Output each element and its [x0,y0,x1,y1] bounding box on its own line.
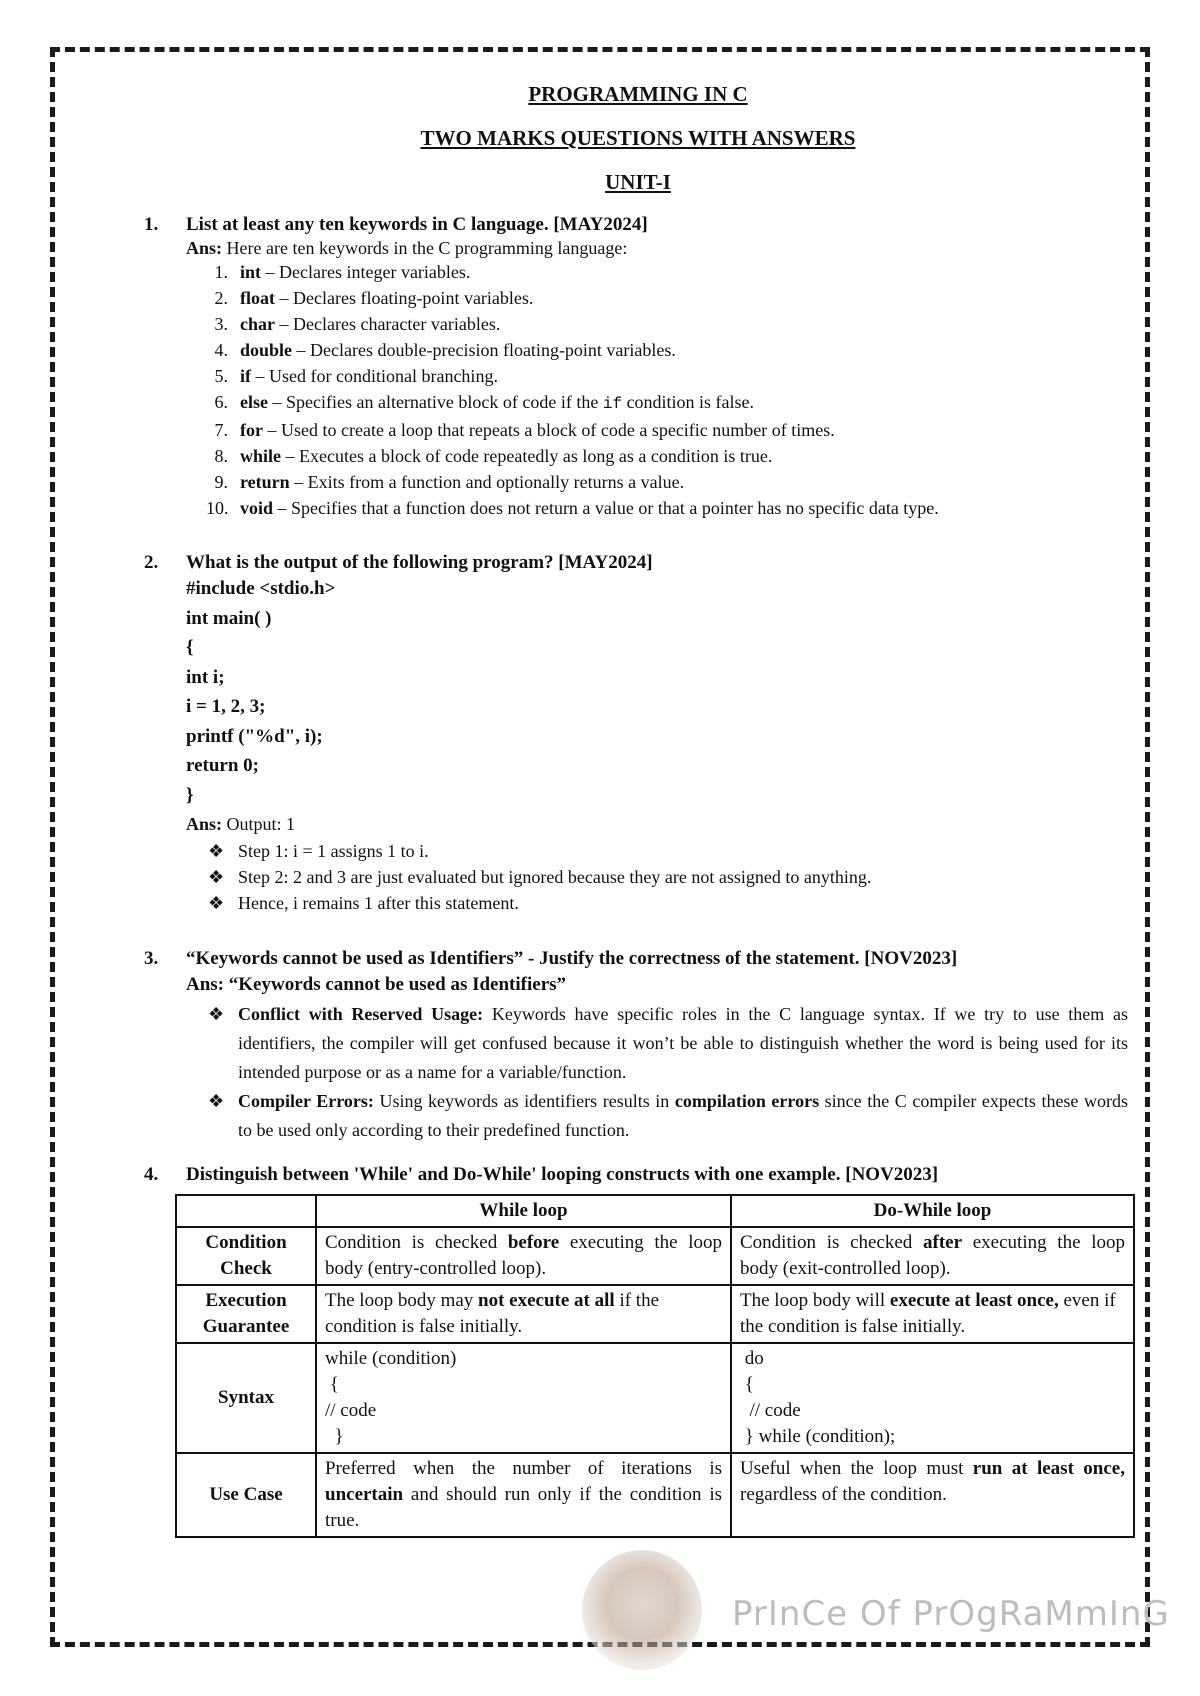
question-text: Distinguish between 'While' and Do-While' looping constructs with one example. [NOV2023] [186,1164,939,1185]
question-number: 2. [144,552,159,573]
question-1 [144,214,1128,521]
code-line: return 0; [186,755,259,776]
subtitle: TWO MARKS QUESTIONS WITH ANSWERS [420,126,856,150]
code-line: { [186,637,194,658]
question-number: 3. [144,948,159,969]
row-header: Use Case [176,1453,316,1537]
diamond-bullet-icon: ❖ [208,841,225,861]
answer-text: “Keywords cannot be used as Identifiers” [224,974,567,995]
keyword-list [206,259,1128,521]
list-item: ❖ Step 2: 2 and 3 are just evaluated but ignored because they are not assigned to anything. [208,864,1128,890]
table-cell: Preferred when the number of iterations is uncertain and should run only if the condition is true. [316,1453,731,1537]
row-header: Syntax [176,1343,316,1453]
table-cell: Useful when the loop must run at least once, regardless of the condition. [731,1453,1134,1537]
subject-title: PROGRAMMING IN C [528,82,748,106]
list-item: 2. float – Declares floating-point variables. [214,288,534,308]
table-cell: Condition is checked before executing the loop body (entry-controlled loop). [316,1227,731,1285]
list-item: ❖ Compiler Errors: Using keywords as identifiers results in compilation errors since the C compiler expects these words to be used only according to their predefined function. [208,1087,1128,1145]
list-item: 6. else – Specifies an alternative block of code if the if condition is false. [214,392,755,413]
table-cell: The loop body may not execute at all if the condition is false initially. [316,1285,731,1343]
answer-text: Here are ten keywords in the C programming language: [226,238,628,258]
answer-heading [186,974,1128,996]
table-corner-cell [176,1195,316,1227]
code-line: #include <stdio.h> [186,578,336,599]
code-line: } [186,784,194,806]
row-header: Condition Check [176,1227,316,1285]
answer-label: Ans: [186,814,223,834]
question-heading [144,1164,1128,1186]
table-header-row [176,1195,1134,1227]
list-item: ❖ Hence, i remains 1 after this statement. [208,890,1128,916]
table-cell: The loop body will execute at least once, even if the condition is false initially. [731,1285,1134,1343]
list-item: 3. char – Declares character variables. [214,314,501,334]
question-2 [144,552,1128,916]
code-line: i = 1, 2, 3; [186,696,266,717]
list-item: 8. while – Executes a block of code repeatedly as long as a condition is true. [214,446,773,466]
diamond-bullet-icon: ❖ [208,893,225,913]
code-line: int i; [186,666,225,688]
column-header: Do-While loop [731,1195,1134,1227]
list-item: 9. return – Exits from a function and optionally returns a value. [214,472,685,492]
answer-text: Output: 1 [222,814,296,834]
list-item: 4. double – Declares double-precision floating-point variables. [214,340,676,360]
row-header: Execution Guarantee [176,1285,316,1343]
diamond-bullet-icon: ❖ [208,1091,225,1111]
list-item: 5. if – Used for conditional branching. [214,366,498,386]
question-number: 1. [144,214,159,235]
unit-title: UNIT-I [605,170,671,194]
question-heading [144,214,1128,236]
answer-intro [186,238,1128,259]
column-header: While loop [316,1195,731,1227]
code-block [186,574,1128,810]
step-list [208,838,1128,916]
code-line: printf ("%d", i); [186,725,323,747]
question-heading [144,948,1128,970]
question-number: 4. [144,1164,159,1185]
table-row [176,1285,1134,1343]
question-text: What is the output of the following program? [MAY2024] [186,552,653,573]
answer-label: Ans: [186,238,223,258]
list-item: 1. int – Declares integer variables. [214,262,471,282]
question-3 [144,948,1129,1145]
answer-output [186,810,1128,838]
table-row [176,1453,1134,1537]
diamond-bullet-icon: ❖ [208,867,225,887]
table-cell: Condition is checked after executing the loop body (exit-controlled loop). [731,1227,1134,1285]
code-line: int main( ) [186,607,272,629]
question-text: List at least any ten keywords in C language. [MAY2024] [186,214,648,235]
diamond-bullet-icon: ❖ [208,1004,225,1024]
avatar [582,1550,702,1670]
list-item: 10. void – Specifies that a function does not return a value or that a pointer has no specific data type. [206,498,939,518]
list-item: ❖ Conflict with Reserved Usage: Keywords have specific roles in the C language syntax. If we try to use them as identifiers, the compiler will get confused because it won’t be able to distinguish whether the word is being used for its intended purpose or as a name for a variable/function. [208,1000,1128,1087]
comparison-table [175,1194,1135,1538]
list-item: ❖ Step 1: i = 1 assigns 1 to i. [208,838,1128,864]
question-heading [144,552,1128,574]
question-4 [144,1164,1128,1186]
table-cell: do { // code } while (condition); [731,1343,1134,1453]
table-row [176,1343,1134,1453]
table-row [176,1227,1134,1285]
answer-label: Ans: [186,974,225,995]
point-list [208,1000,1128,1145]
table-cell: while (condition) { // code } [316,1343,731,1453]
watermark-text: PrInCe Of PrOgRaMmInG [732,1594,1170,1634]
list-item: 7. for – Used to create a loop that repeats a block of code a specific number of times. [214,420,835,440]
question-text: “Keywords cannot be used as Identifiers” - Justify the correctness of the statement. [NOV2023] [186,948,958,969]
